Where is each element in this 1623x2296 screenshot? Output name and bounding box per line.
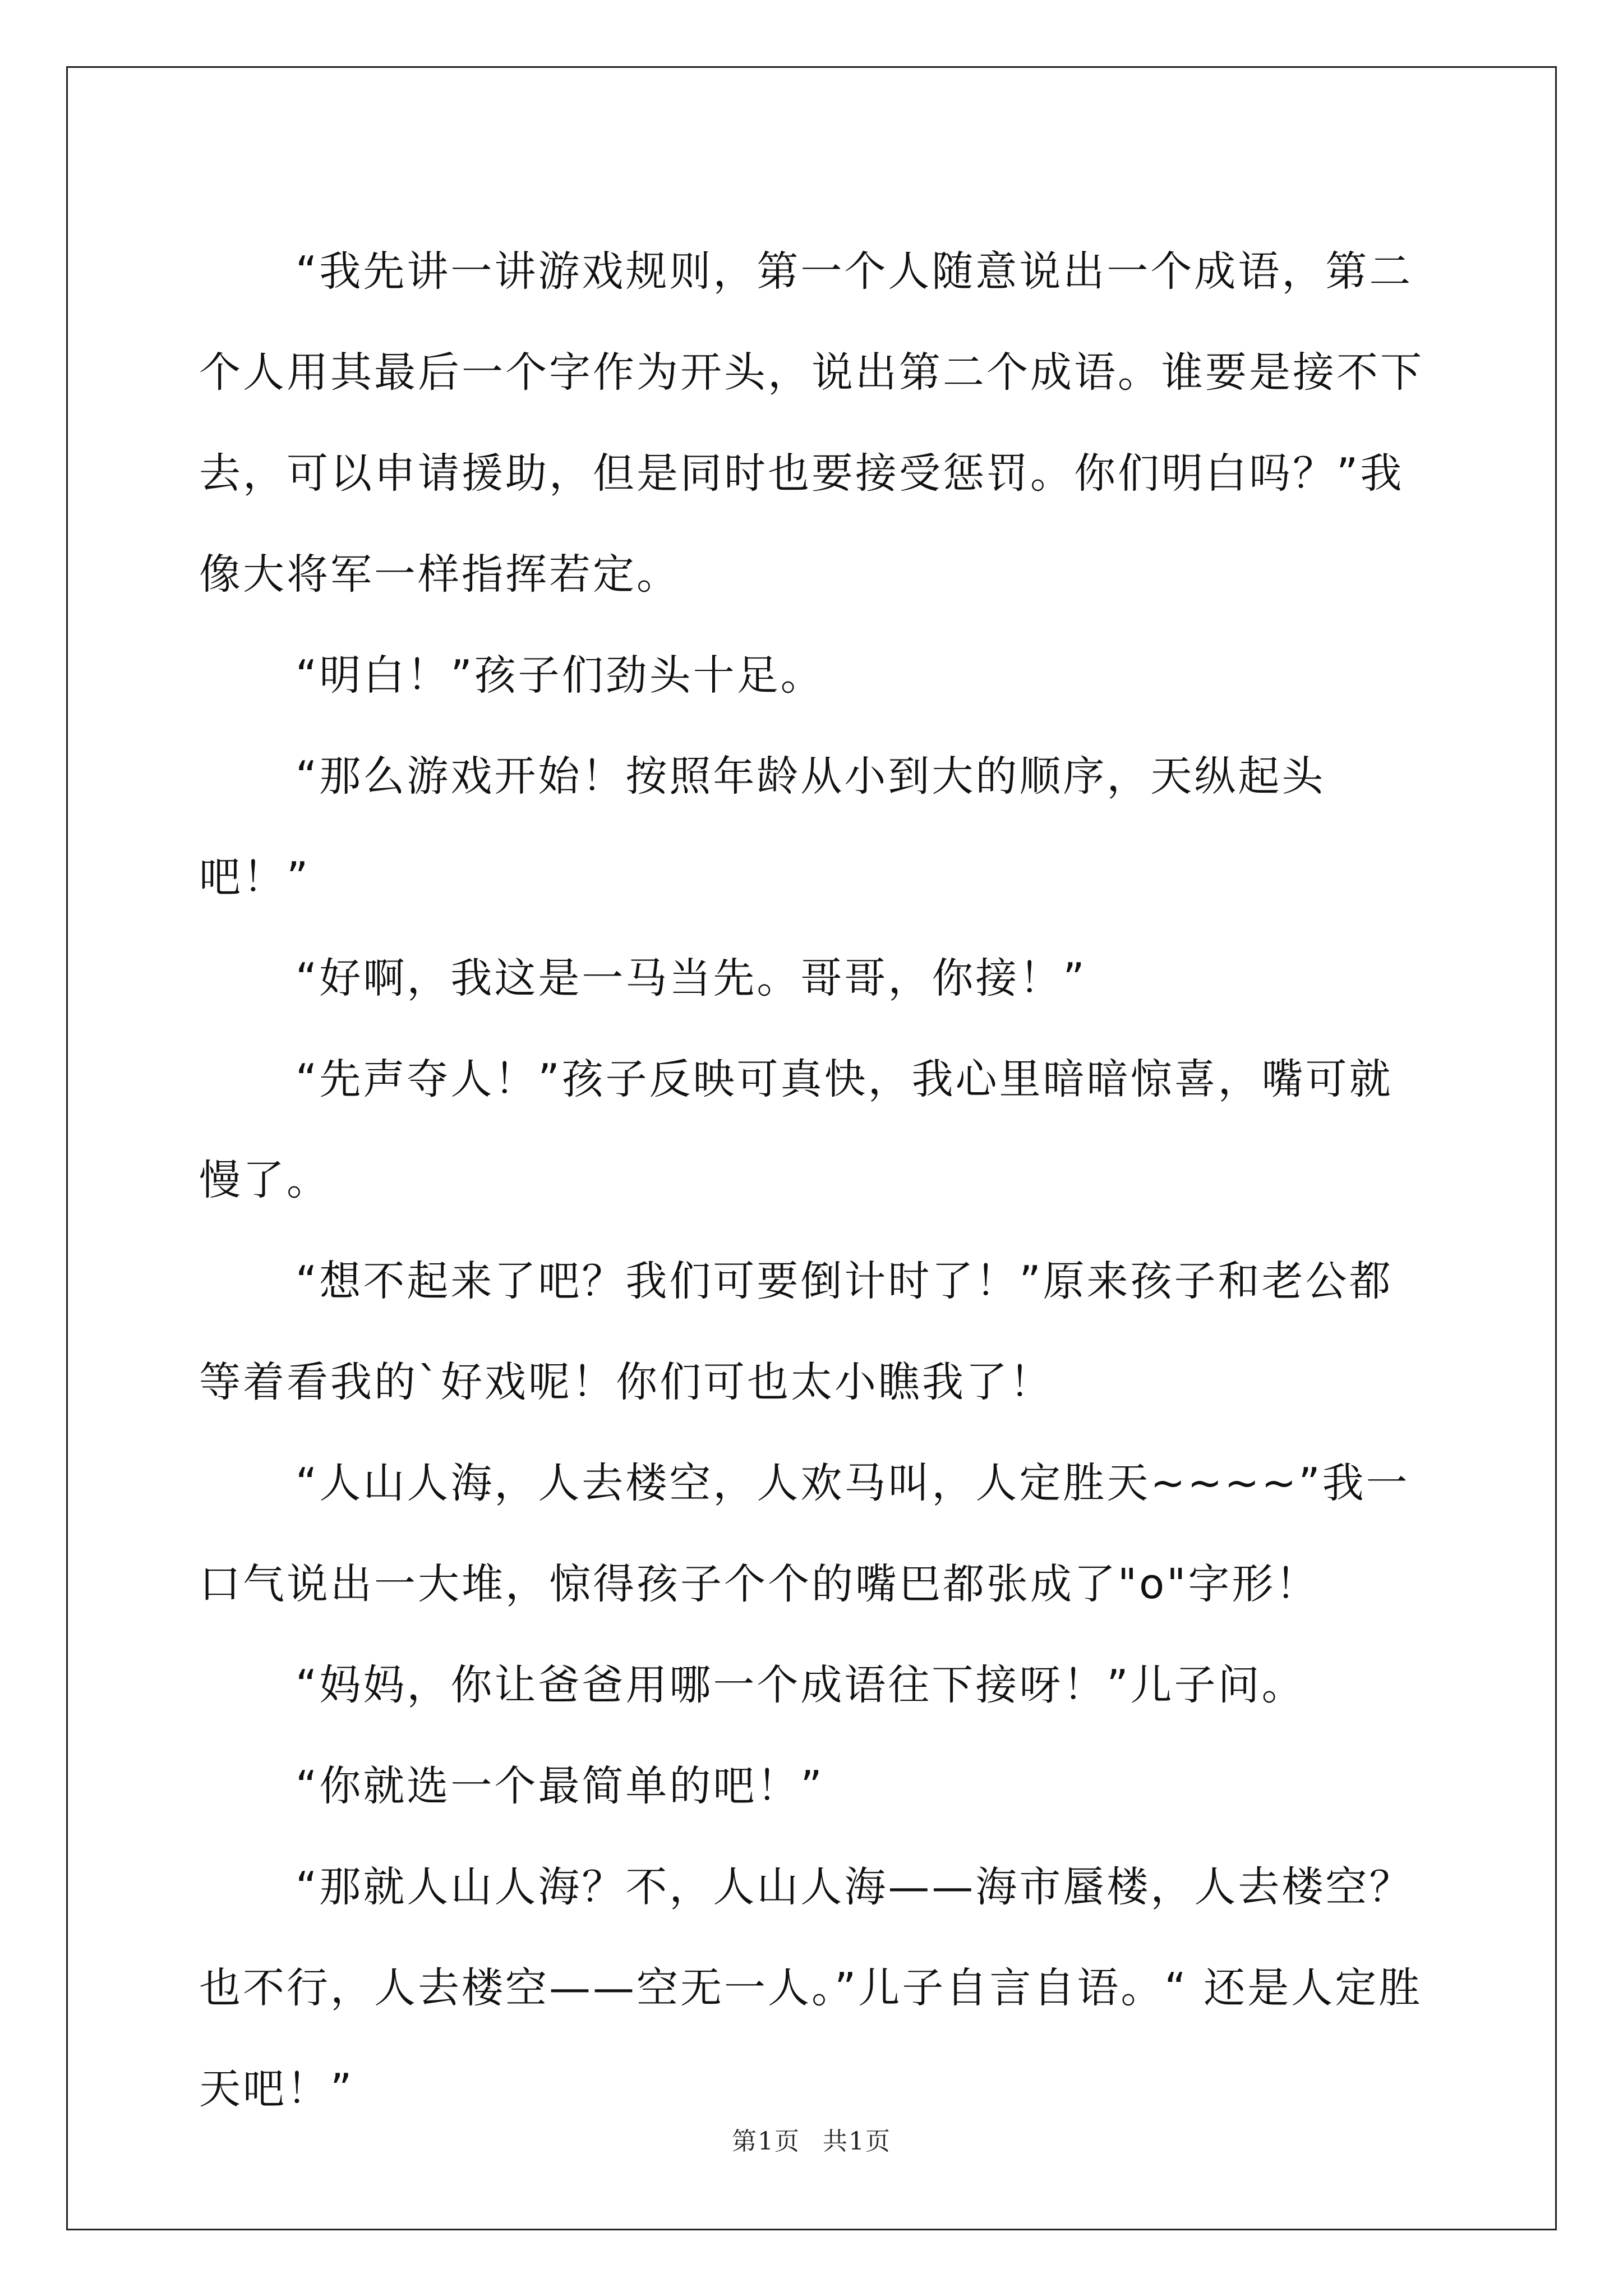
paragraph-8: “妈妈，你让爸爸用哪一个成语往下接呀！”儿子问。 — [296, 1661, 1306, 1709]
document-body — [199, 221, 1433, 2139]
paragraph-3: “那么游戏开始！按照年龄从小到大的顺序，天纵起头吧！” — [199, 752, 1326, 901]
paragraph-7: “人山人海，人去楼空，人欢马叫，人定胜天~~~~”我一口气说出一大堆，惊得孩子个个的嘴巴都张成了"o"字形！ — [199, 1459, 1410, 1608]
page-number: 第1页 — [732, 2127, 800, 2156]
paragraph-4: “好啊，我这是一马当先。哥哥，你接！” — [296, 954, 1087, 1002]
paragraph-6: “想不起来了吧？我们可要倒计时了！”原来孩子和老公都等着看我的`好戏呢！你们可也太小瞧我了！ — [199, 1257, 1393, 1406]
paragraph-2: “明白！”孩子们劲头十足。 — [296, 651, 824, 700]
page-footer — [0, 2121, 1623, 2157]
page-total: 共1页 — [823, 2127, 891, 2156]
paragraph-5: “先声夺人！”孩子反映可真快，我心里暗暗惊喜，嘴可就慢了。 — [199, 1055, 1393, 1204]
paragraph-10: “那就人山人海？不，人山人海——海市蜃楼，人去楼空？也不行，人去楼空——空无一人。”儿子自言自语。“ 还是人定胜天吧！” — [199, 1863, 1423, 2113]
paragraph-9: “你就选一个最简单的吧！” — [296, 1762, 824, 1810]
paragraph-1: “我先讲一讲游戏规则，第一个人随意说出一个成语，第二个人用其最后一个字作为开头，说出第二个成语。谁要是接不下去，可以申请援助，但是同时也要接受惩罚。你们明白吗？”我像大将军一样指挥若定。 — [199, 247, 1424, 599]
